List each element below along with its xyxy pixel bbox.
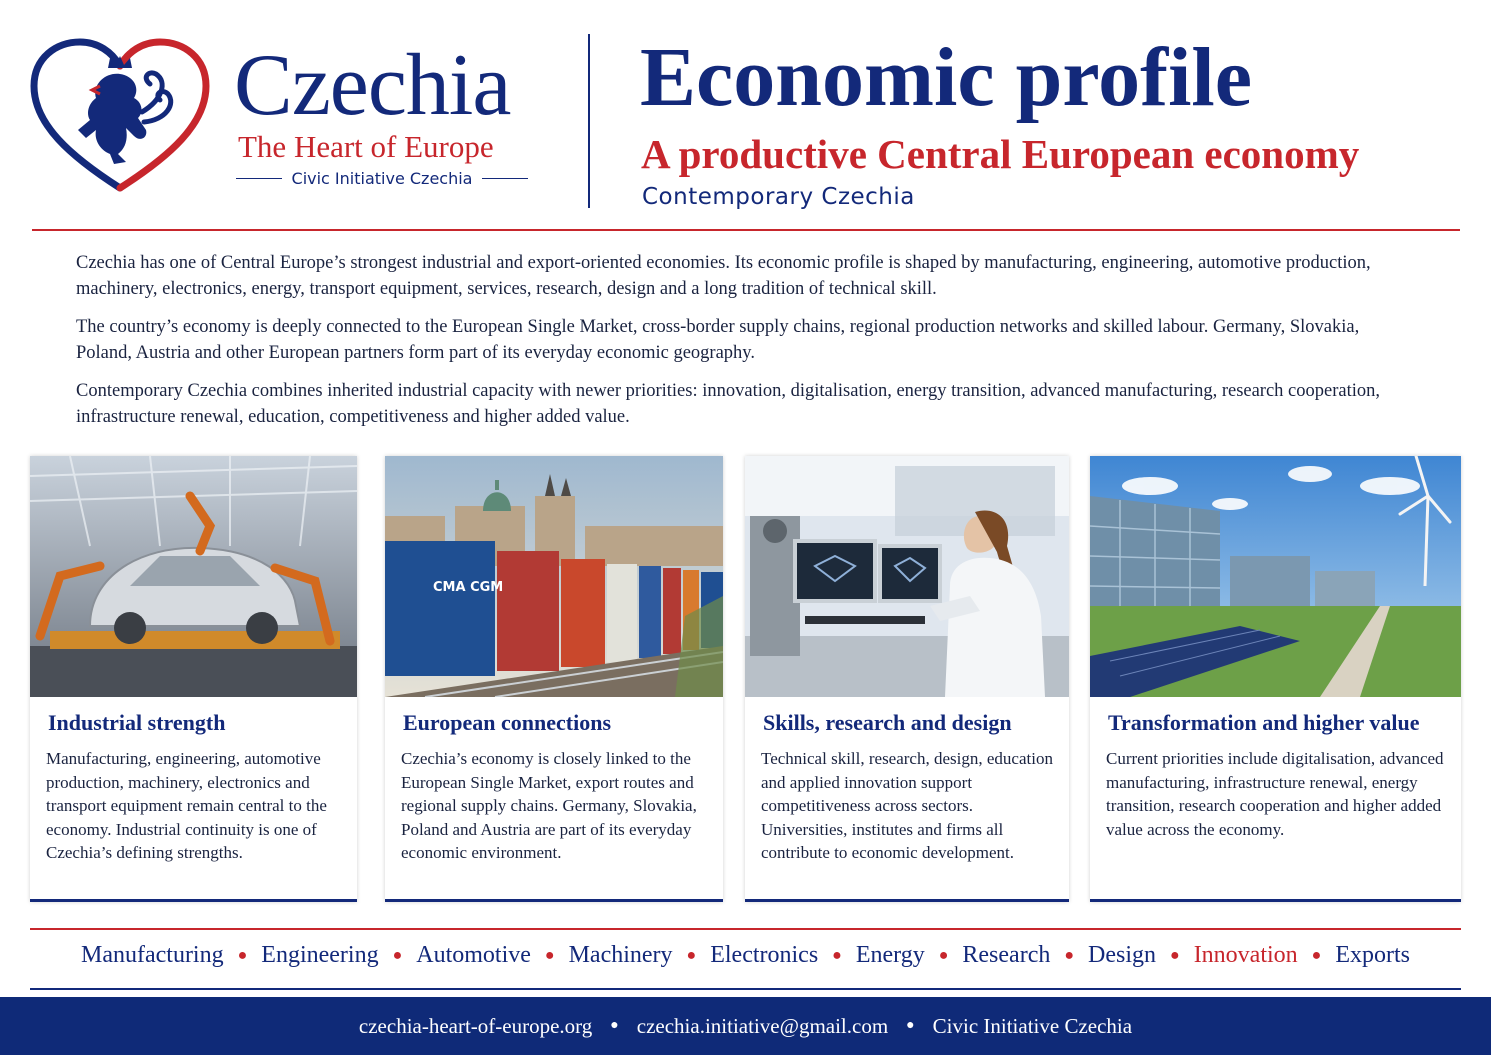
intro-paragraph: The country’s economy is deeply connected to the European Single Market, cross-border supply chains, regional production networks and skilled labour. Germany, Slovakia, Poland, Austria and other European partners form part of its everyday economic geography.	[76, 317, 1360, 363]
bullet-icon: ●	[237, 946, 248, 964]
keyword: Engineering	[261, 942, 379, 968]
bullet-icon: ●	[832, 946, 842, 964]
card-transformation-higher-value	[1090, 456, 1461, 902]
office-solar-wind-photo-icon	[1090, 456, 1461, 697]
page-kicker: Contemporary Czechia	[642, 184, 915, 210]
keyword-highlighted: Innovation	[1193, 942, 1298, 968]
brand-tagline: The Heart of Europe	[238, 129, 494, 164]
factory-robots-photo-icon	[30, 456, 357, 697]
brand-name: Czechia	[234, 37, 511, 134]
bullet-icon: ●	[938, 946, 949, 964]
brand-organization	[236, 169, 528, 188]
card-text: Technical skill, research, design, education and applied innovation support competitiveness across sectors. Universities, institutes and firms all contribute to economic development.	[761, 749, 1053, 862]
heart-lion-logo-icon	[30, 38, 210, 198]
bullet-icon: ●	[610, 1018, 619, 1033]
card-title: Industrial strength	[48, 710, 226, 735]
freight-train-photo-icon	[385, 456, 723, 697]
keyword: Electronics	[710, 942, 819, 968]
card-title: Skills, research and design	[763, 710, 1012, 735]
footer-website-link[interactable]: czechia-heart-of-europe.org	[358, 1013, 593, 1038]
keyword: Machinery	[568, 942, 673, 968]
card-skills-research-design	[745, 456, 1069, 902]
bullet-icon: ●	[1170, 946, 1180, 964]
keyword: Design	[1088, 942, 1157, 968]
org-rule-left	[236, 178, 282, 179]
keyword-strip	[30, 942, 1461, 969]
keyword: Automotive	[416, 942, 531, 968]
card-industrial-strength	[30, 456, 357, 902]
bullet-icon: ●	[544, 946, 555, 964]
footer-email-link[interactable]: czechia.initiative@gmail.com	[636, 1013, 889, 1038]
card-text: Czechia’s economy is closely linked to the European Single Market, export routes and regional supply chains. Germany, Slovakia, Poland and Austria are part of its everyday economic environment.	[401, 749, 697, 862]
intro-paragraph: Contemporary Czechia combines inherited industrial capacity with newer priorities: innovation, digitalisation, energy transition, advanced manufacturing, research cooperation, infrastructure renewal, education, competitiveness and higher added value.	[76, 381, 1381, 427]
card-title: Transformation and higher value	[1108, 710, 1420, 735]
keyword: Manufacturing	[80, 942, 224, 968]
keyword: Exports	[1335, 942, 1411, 968]
keywords-rule-bottom	[30, 988, 1461, 990]
brand-organization-label: Civic Initiative Czechia	[291, 169, 473, 188]
footer-organization: Civic Initiative Czechia	[932, 1013, 1133, 1038]
card-text: Current priorities include digitalisation, advanced manufacturing, infrastructure renewal, energy transition, research cooperation and higher added value across the economy.	[1106, 749, 1444, 839]
container-label: CMA CGM	[433, 580, 504, 595]
org-rule-right	[482, 178, 528, 179]
card-title: European connections	[403, 710, 612, 735]
header-divider	[588, 34, 590, 208]
bullet-icon: ●	[906, 1018, 915, 1033]
footer	[0, 997, 1491, 1055]
page-subtitle: A productive Central European economy	[641, 131, 1360, 177]
keywords-rule-top	[30, 928, 1461, 930]
bullet-icon: ●	[392, 946, 403, 964]
keyword: Research	[962, 942, 1051, 968]
card-european-connections	[385, 456, 723, 902]
page-title: Economic profile	[640, 31, 1253, 124]
research-lab-photo-icon	[745, 456, 1069, 697]
bullet-icon: ●	[1064, 946, 1075, 964]
bullet-icon: ●	[686, 946, 697, 964]
bullet-icon: ●	[1311, 946, 1322, 964]
intro-text	[76, 250, 1406, 442]
intro-paragraph: Czechia has one of Central Europe’s strongest industrial and export-oriented economies. Its economic profile is shaped by manufacturing, engineering, automotive production, machinery, electronics, energy, transport equipment, services, research, design and a long tradition of technical skill.	[76, 253, 1371, 299]
keyword: Energy	[855, 942, 925, 968]
header-rule	[32, 229, 1460, 231]
card-text: Manufacturing, engineering, automotive production, machinery, electronics and transport equipment remain central to the economy. Industrial continuity is one of Czechia’s defining strengths.	[46, 749, 327, 862]
